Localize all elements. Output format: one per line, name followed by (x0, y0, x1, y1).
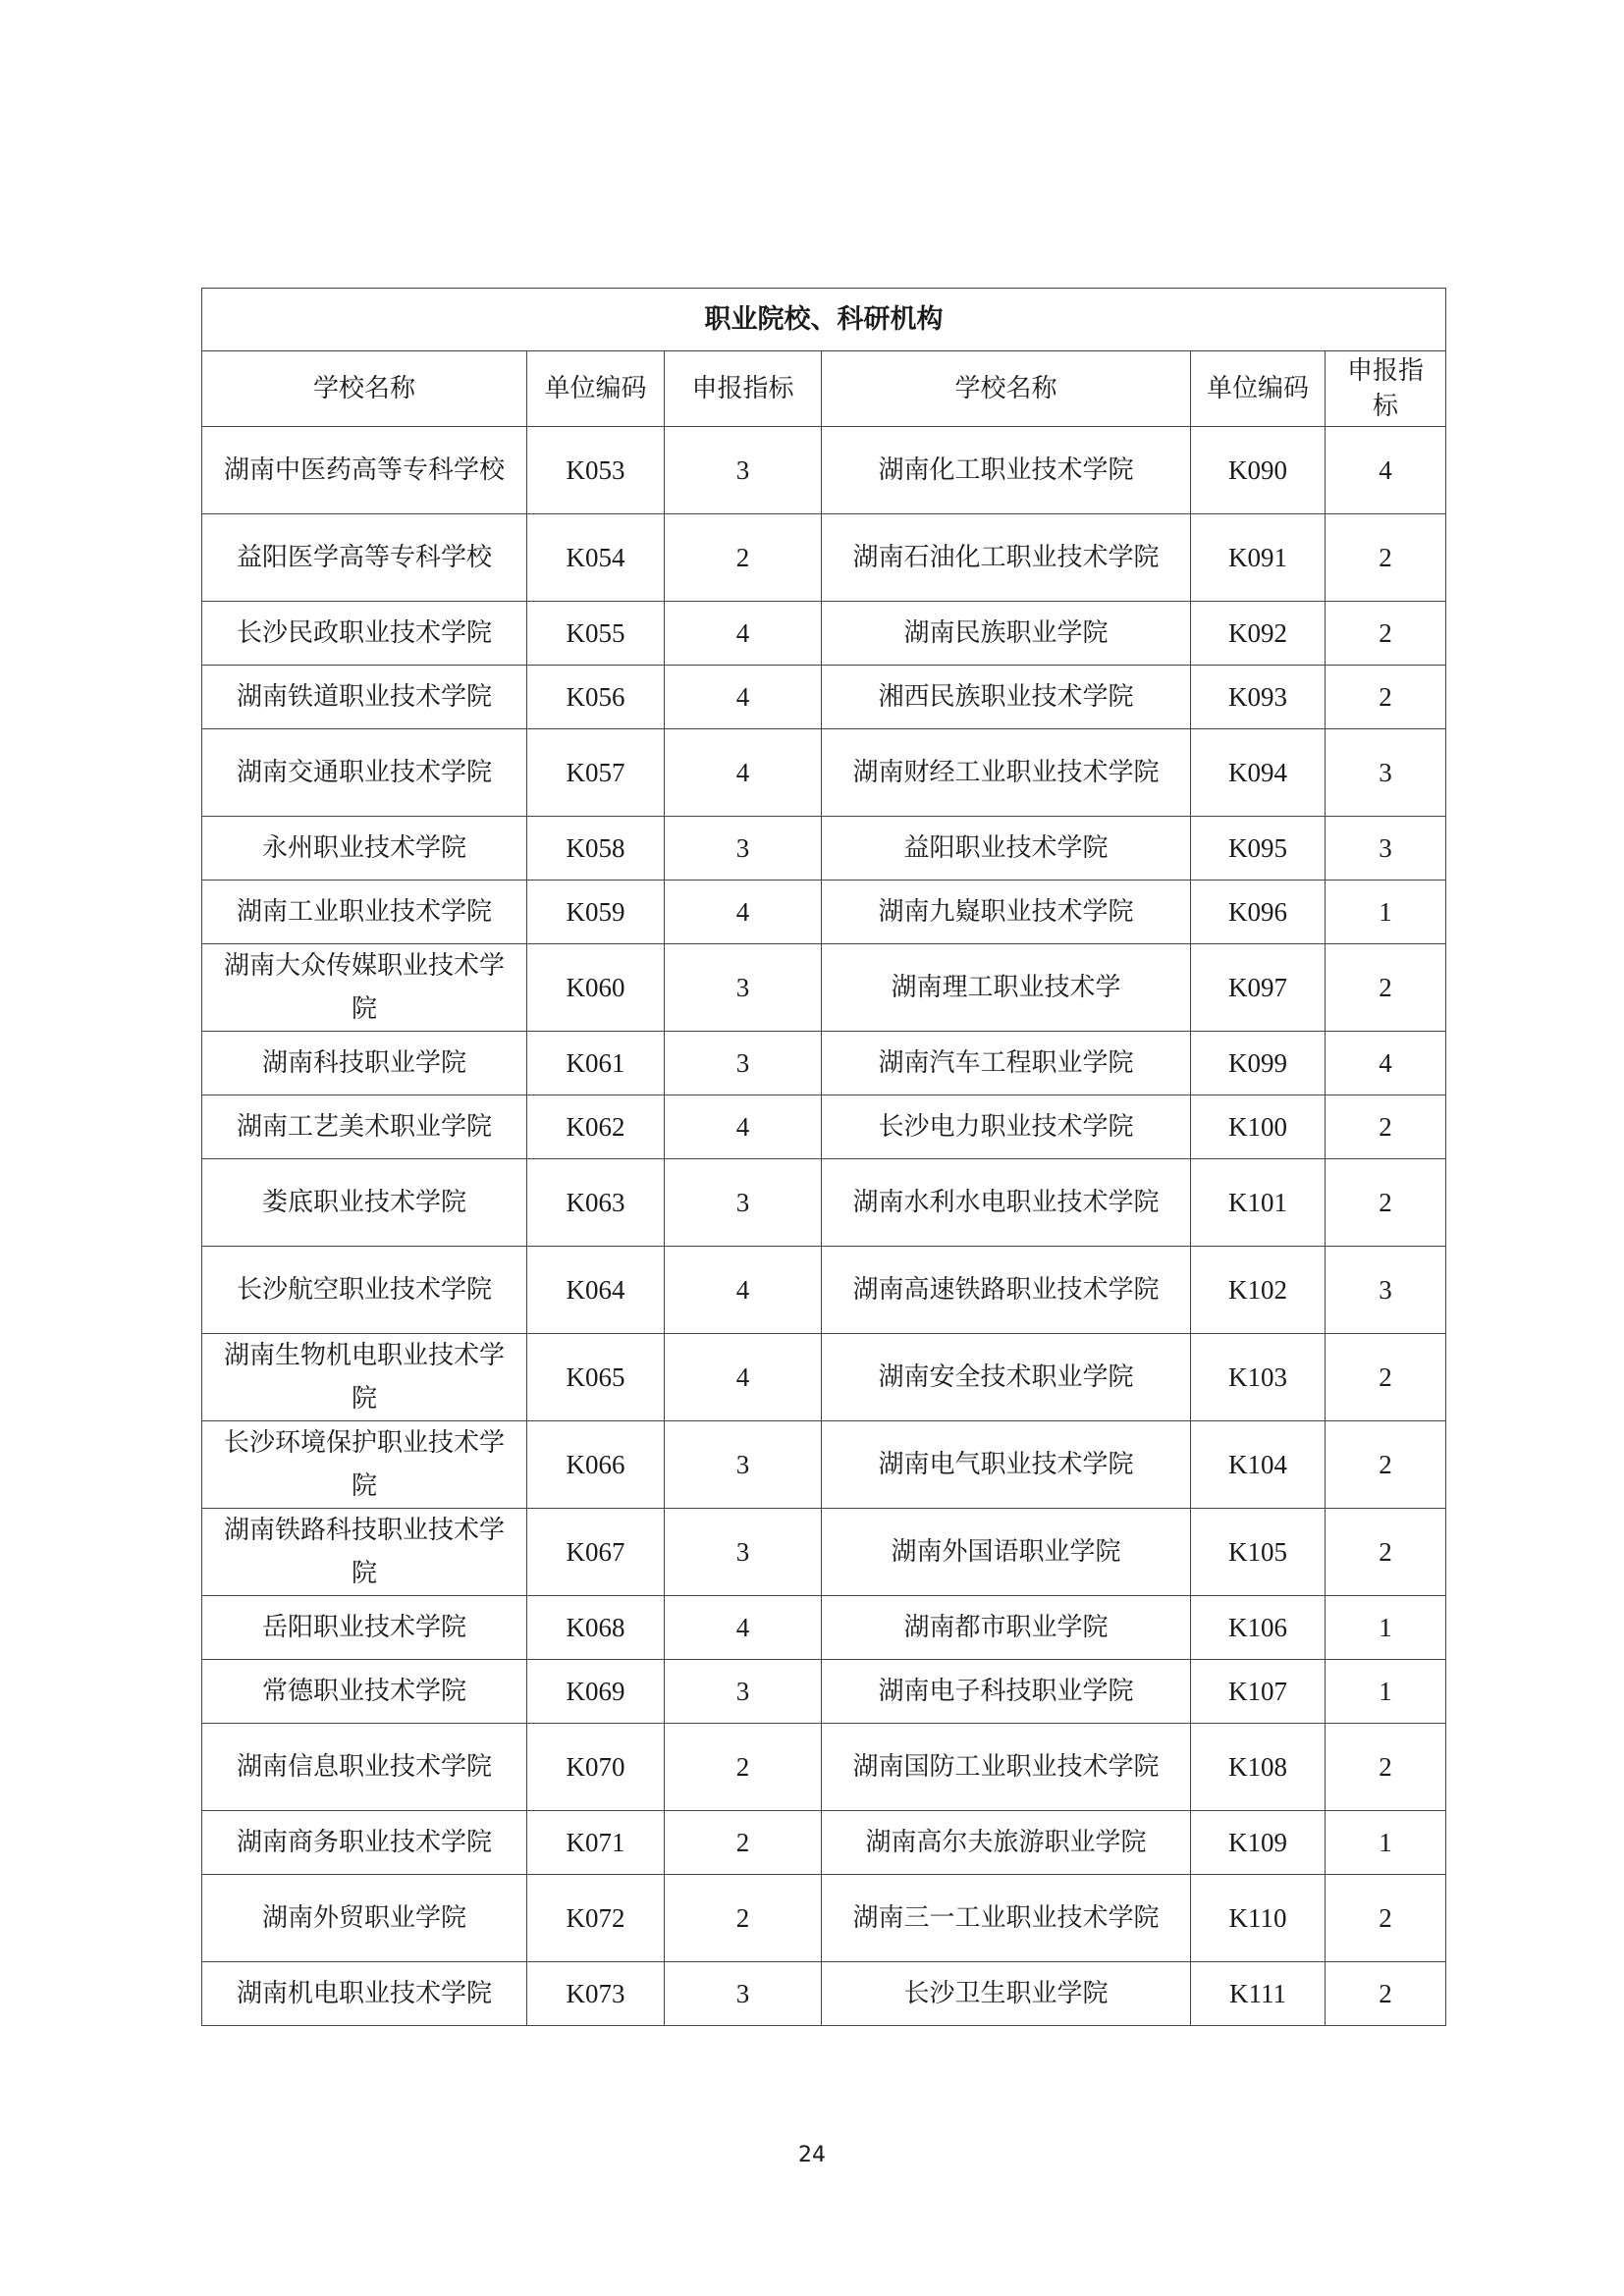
unit-code-left: K058 (527, 817, 665, 881)
table-row (202, 817, 1446, 881)
quota-left: 2 (665, 1875, 822, 1962)
table-row (202, 514, 1446, 602)
school-name-right: 湖南汽车工程职业学院 (822, 1032, 1191, 1095)
quota-left: 2 (665, 1811, 822, 1875)
unit-code-left: K055 (527, 602, 665, 666)
unit-code-right: K111 (1191, 1962, 1326, 2026)
quota-right: 1 (1326, 1811, 1446, 1875)
quota-left: 3 (665, 427, 822, 514)
school-name-right: 湖南三一工业职业技术学院 (822, 1875, 1191, 1962)
school-name-left: 湖南机电职业技术学院 (202, 1962, 527, 2026)
school-name-right: 湖南电气职业技术学院 (822, 1421, 1191, 1509)
school-name-right: 湖南化工职业技术学院 (822, 427, 1191, 514)
table-row (202, 666, 1446, 729)
table-row (202, 1962, 1446, 2026)
table-row (202, 881, 1446, 944)
unit-code-right: K090 (1191, 427, 1326, 514)
quota-right: 2 (1326, 514, 1446, 602)
header-quota-right: 申报指标 (1326, 351, 1446, 427)
unit-code-right: K091 (1191, 514, 1326, 602)
quota-right: 2 (1326, 1334, 1446, 1421)
institution-quota-table (201, 288, 1446, 2026)
header-unit-code-right: 单位编码 (1191, 351, 1326, 427)
quota-left: 4 (665, 1334, 822, 1421)
unit-code-right: K102 (1191, 1247, 1326, 1334)
school-name-right: 湖南水利水电职业技术学院 (822, 1159, 1191, 1247)
unit-code-right: K104 (1191, 1421, 1326, 1509)
table-row (202, 1421, 1446, 1509)
table-row (202, 1724, 1446, 1811)
unit-code-right: K103 (1191, 1334, 1326, 1421)
unit-code-right: K093 (1191, 666, 1326, 729)
quota-right: 2 (1326, 1159, 1446, 1247)
quota-right: 4 (1326, 427, 1446, 514)
school-name-left: 湖南工艺美术职业学院 (202, 1095, 527, 1159)
table-row (202, 1660, 1446, 1724)
school-name-right: 湖南安全技术职业学院 (822, 1334, 1191, 1421)
table-header-row (202, 351, 1446, 427)
table-row (202, 1509, 1446, 1596)
school-name-right: 湖南国防工业职业技术学院 (822, 1724, 1191, 1811)
table-row (202, 427, 1446, 514)
quota-left: 4 (665, 1247, 822, 1334)
unit-code-right: K108 (1191, 1724, 1326, 1811)
school-name-right: 湖南财经工业职业技术学院 (822, 729, 1191, 817)
quota-left: 4 (665, 1095, 822, 1159)
table-row (202, 1247, 1446, 1334)
school-name-right: 长沙卫生职业学院 (822, 1962, 1191, 2026)
school-name-right: 湖南石油化工职业技术学院 (822, 514, 1191, 602)
quota-right: 3 (1326, 817, 1446, 881)
school-name-right: 湖南民族职业学院 (822, 602, 1191, 666)
table-row (202, 944, 1446, 1032)
school-name-left: 常德职业技术学院 (202, 1660, 527, 1724)
quota-left: 2 (665, 1724, 822, 1811)
school-name-right: 湖南电子科技职业学院 (822, 1660, 1191, 1724)
unit-code-right: K110 (1191, 1875, 1326, 1962)
header-unit-code-left: 单位编码 (527, 351, 665, 427)
unit-code-left: K063 (527, 1159, 665, 1247)
quota-right: 2 (1326, 944, 1446, 1032)
table-row (202, 1095, 1446, 1159)
school-name-right: 湖南都市职业学院 (822, 1596, 1191, 1660)
unit-code-right: K099 (1191, 1032, 1326, 1095)
school-name-left: 湖南生物机电职业技术学院 (202, 1334, 527, 1421)
quota-right: 2 (1326, 666, 1446, 729)
quota-left: 4 (665, 602, 822, 666)
school-name-left: 湖南信息职业技术学院 (202, 1724, 527, 1811)
quota-right: 2 (1326, 1962, 1446, 2026)
unit-code-right: K106 (1191, 1596, 1326, 1660)
school-name-left: 长沙环境保护职业技术学院 (202, 1421, 527, 1509)
school-name-left: 湖南工业职业技术学院 (202, 881, 527, 944)
school-name-right: 湖南外国语职业学院 (822, 1509, 1191, 1596)
school-name-right: 湖南高尔夫旅游职业学院 (822, 1811, 1191, 1875)
school-name-right: 湖南高速铁路职业技术学院 (822, 1247, 1191, 1334)
quota-right: 1 (1326, 1660, 1446, 1724)
school-name-left: 永州职业技术学院 (202, 817, 527, 881)
unit-code-right: K105 (1191, 1509, 1326, 1596)
school-name-left: 湖南大众传媒职业技术学院 (202, 944, 527, 1032)
unit-code-left: K073 (527, 1962, 665, 2026)
quota-left: 2 (665, 514, 822, 602)
quota-right: 2 (1326, 1421, 1446, 1509)
unit-code-right: K095 (1191, 817, 1326, 881)
unit-code-right: K101 (1191, 1159, 1326, 1247)
school-name-left: 湖南铁道职业技术学院 (202, 666, 527, 729)
school-name-right: 长沙电力职业技术学院 (822, 1095, 1191, 1159)
unit-code-right: K097 (1191, 944, 1326, 1032)
unit-code-left: K057 (527, 729, 665, 817)
quota-right: 4 (1326, 1032, 1446, 1095)
table-row (202, 1032, 1446, 1095)
school-name-left: 湖南交通职业技术学院 (202, 729, 527, 817)
unit-code-right: K100 (1191, 1095, 1326, 1159)
unit-code-left: K064 (527, 1247, 665, 1334)
quota-right: 1 (1326, 1596, 1446, 1660)
table-row (202, 1334, 1446, 1421)
unit-code-left: K068 (527, 1596, 665, 1660)
quota-left: 3 (665, 1032, 822, 1095)
unit-code-left: K072 (527, 1875, 665, 1962)
unit-code-left: K069 (527, 1660, 665, 1724)
table-row (202, 1596, 1446, 1660)
quota-right: 3 (1326, 1247, 1446, 1334)
unit-code-right: K096 (1191, 881, 1326, 944)
school-name-left: 湖南铁路科技职业技术学院 (202, 1509, 527, 1596)
header-quota-left: 申报指标 (665, 351, 822, 427)
quota-right: 2 (1326, 1509, 1446, 1596)
school-name-right: 益阳职业技术学院 (822, 817, 1191, 881)
unit-code-left: K071 (527, 1811, 665, 1875)
school-name-right: 湖南理工职业技术学 (822, 944, 1191, 1032)
quota-right: 3 (1326, 729, 1446, 817)
quota-left: 4 (665, 666, 822, 729)
unit-code-left: K061 (527, 1032, 665, 1095)
school-name-left: 长沙民政职业技术学院 (202, 602, 527, 666)
quota-left: 3 (665, 1421, 822, 1509)
unit-code-right: K107 (1191, 1660, 1326, 1724)
unit-code-left: K066 (527, 1421, 665, 1509)
table-body (202, 427, 1446, 2026)
table-title: 职业院校、科研机构 (202, 289, 1446, 351)
header-school-name-left: 学校名称 (202, 351, 527, 427)
quota-left: 4 (665, 1596, 822, 1660)
table-row (202, 602, 1446, 666)
unit-code-left: K062 (527, 1095, 665, 1159)
unit-code-right: K094 (1191, 729, 1326, 817)
school-name-left: 长沙航空职业技术学院 (202, 1247, 527, 1334)
school-name-left: 娄底职业技术学院 (202, 1159, 527, 1247)
unit-code-left: K060 (527, 944, 665, 1032)
school-name-left: 益阳医学高等专科学校 (202, 514, 527, 602)
school-name-left: 湖南外贸职业学院 (202, 1875, 527, 1962)
unit-code-left: K067 (527, 1509, 665, 1596)
quota-left: 4 (665, 729, 822, 817)
unit-code-left: K059 (527, 881, 665, 944)
unit-code-right: K092 (1191, 602, 1326, 666)
school-name-right: 湘西民族职业技术学院 (822, 666, 1191, 729)
page-number: 24 (798, 2143, 826, 2167)
unit-code-left: K065 (527, 1334, 665, 1421)
unit-code-left: K070 (527, 1724, 665, 1811)
quota-right: 1 (1326, 881, 1446, 944)
table-row (202, 1875, 1446, 1962)
unit-code-left: K053 (527, 427, 665, 514)
table-row (202, 1811, 1446, 1875)
quota-left: 3 (665, 1962, 822, 2026)
header-school-name-right: 学校名称 (822, 351, 1191, 427)
school-name-left: 岳阳职业技术学院 (202, 1596, 527, 1660)
quota-right: 2 (1326, 1875, 1446, 1962)
unit-code-right: K109 (1191, 1811, 1326, 1875)
quota-left: 3 (665, 1509, 822, 1596)
unit-code-left: K056 (527, 666, 665, 729)
school-name-left: 湖南商务职业技术学院 (202, 1811, 527, 1875)
school-name-right: 湖南九嶷职业技术学院 (822, 881, 1191, 944)
quota-right: 2 (1326, 1095, 1446, 1159)
unit-code-left: K054 (527, 514, 665, 602)
table-row (202, 1159, 1446, 1247)
table-row (202, 729, 1446, 817)
quota-left: 4 (665, 881, 822, 944)
quota-left: 3 (665, 1159, 822, 1247)
school-name-left: 湖南中医药高等专科学校 (202, 427, 527, 514)
quota-left: 3 (665, 1660, 822, 1724)
school-name-left: 湖南科技职业学院 (202, 1032, 527, 1095)
quota-left: 3 (665, 944, 822, 1032)
quota-right: 2 (1326, 602, 1446, 666)
quota-right: 2 (1326, 1724, 1446, 1811)
quota-left: 3 (665, 817, 822, 881)
